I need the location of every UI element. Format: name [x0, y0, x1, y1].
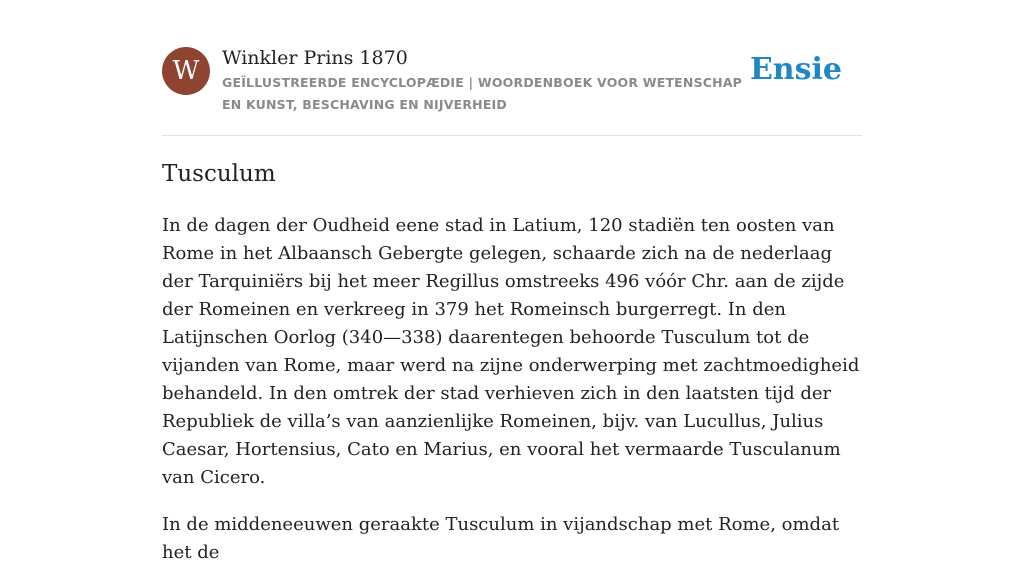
ensie-logo-link[interactable]: Ensie [749, 52, 842, 87]
article-paragraph: In de middeneeuwen geraakte Tusculum in vijandschap met Rome, omdat het de [162, 514, 840, 563]
header-divider [162, 135, 862, 136]
source-avatar[interactable]: W [162, 47, 210, 95]
source-title[interactable]: Winkler Prins 1870 [222, 47, 408, 69]
article-body [162, 212, 862, 586]
article-paragraph: In de dagen der Oudheid eene stad in Latium, 120 stadiën ten oosten van Rome in het Albaansch Gebergte gelegen, schaarde zich na de nederlaag der Tarquiniërs bij het meer Regillus omstreeks 496 vóór Chr. aan de zijde der Romeinen en verkreeg in 379 het Romeinsch burgerregt. In den Latijnschen Oorlog (340—338) daarentegen behoorde Tusculum tot de vijanden van Rome, maar werd na zijne onderwerping met zachtmoedigheid behandeld. In den omtrek der stad verhieven zich in den laatsten tijd der Republiek de villa’s van aanzienlijke Romeinen, bijv. van Lucullus, Julius Caesar, Hortensius, Cato en Marius, en vooral het vermaarde Tusculanum van Cicero. [162, 215, 860, 488]
source-header [162, 46, 862, 116]
article-title: Tusculum [162, 161, 276, 187]
source-subtitle: GEÏLLUSTREERDE ENCYCLOPÆDIE | WOORDENBOEK VOOR WETENSCHAP EN KUNST, BESCHAVING EN NIJVERHEID [222, 75, 743, 112]
